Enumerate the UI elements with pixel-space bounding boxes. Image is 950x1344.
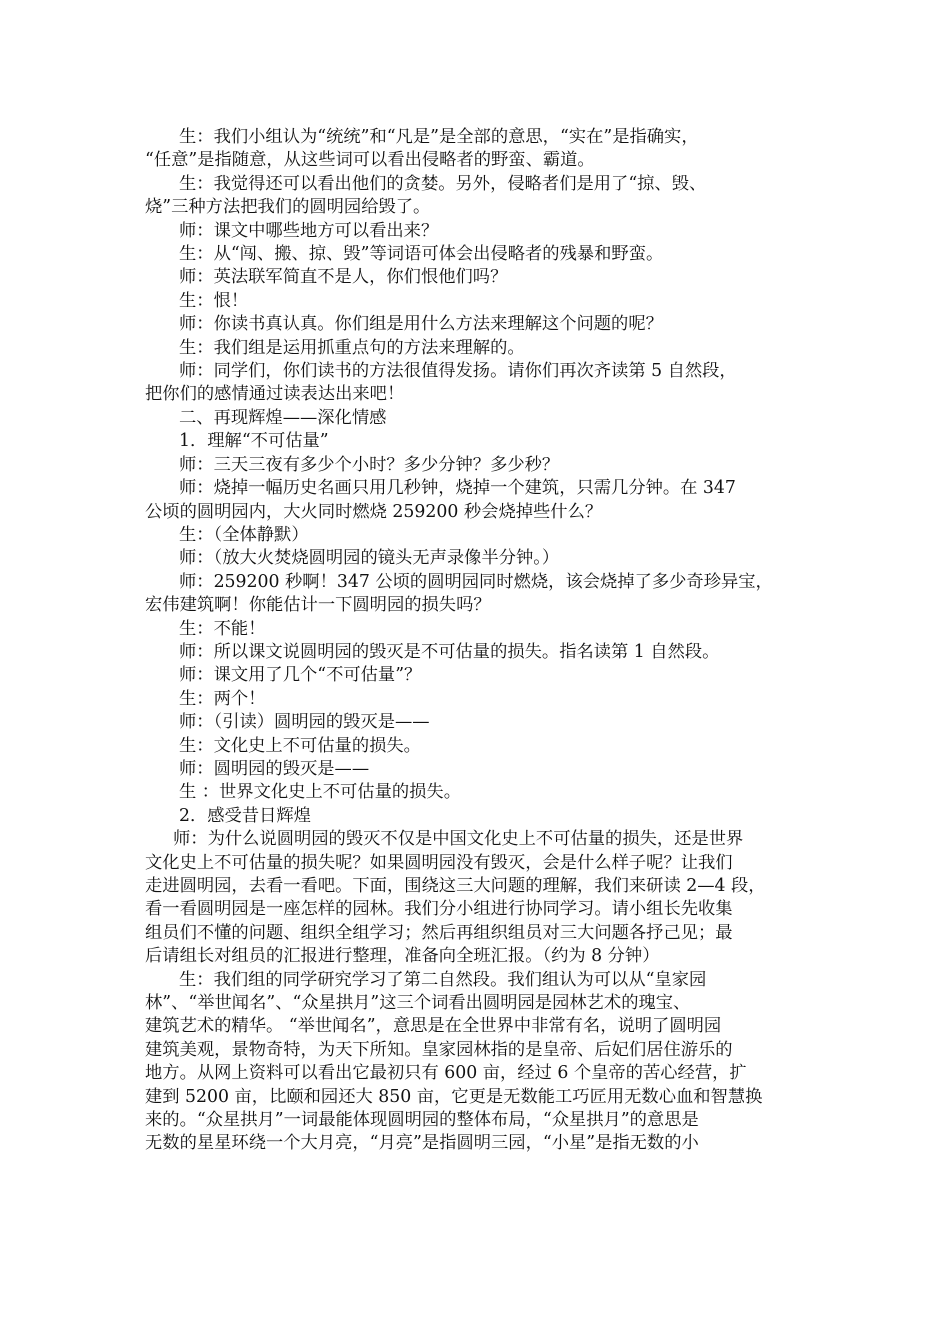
text-line: 生：我觉得还可以看出他们的贪婪。另外，侵略者们是用了“掠、毁、: [179, 173, 707, 194]
text-line: 生：文化史上不可估量的损失。: [179, 735, 421, 756]
text-line: 师：为什么说圆明园的毁灭不仅是中国文化史上不可估量的损失，还是世界: [173, 829, 744, 850]
text-line: 来的。“众星拱月”一词最能体现圆明园的整体布局，“众星拱月”的意思是: [145, 1110, 699, 1131]
text-line: 生：恨！: [179, 290, 249, 311]
text-line: 2．感受昔日辉煌: [179, 805, 311, 826]
text-line: 师：259200 秒啊！347 公顷的圆明园同时燃烧，该会烧掉了多少奇珍异宝，: [179, 571, 773, 592]
text-line: 生：不能！: [179, 618, 266, 639]
text-line: 把你们的感情通过读表达出来吧！: [145, 384, 405, 405]
text-line: 生：我们组的同学研究学习了第二自然段。我们组认为可以从“皇家园: [179, 969, 707, 990]
text-line: 生：我们小组认为“统统”和“凡是”是全部的意思，“实在”是指确实，: [179, 127, 699, 147]
text-line: 建筑美观，景物奇特，为天下所知。皇家园林指的是皇帝、后妃们居住游乐的: [145, 1039, 733, 1060]
text-line: 1．理解“不可估量”: [179, 431, 329, 452]
text-line: 烧”三种方法把我们的圆明园给毁了。: [145, 197, 431, 218]
text-line: 文化史上不可估量的损失呢？如果圆明园没有毁灭，会是什么样子呢？让我们: [145, 852, 733, 873]
text-line: 师：（放大火焚烧圆明园的镜头无声录像半分钟。）: [179, 548, 560, 569]
text-line: 生：（全体静默）: [179, 524, 309, 545]
text-line: 看一看圆明园是一座怎样的园林。我们分小组进行协同学习。请小组长先收集: [145, 899, 733, 920]
text-line: 生：从“闯、搬、掠、毁”等词语可体会出侵略者的残暴和野蛮。: [179, 244, 664, 265]
text-line: 宏伟建筑啊！你能估计一下圆明园的损失吗？: [145, 595, 491, 616]
text-line: 生：两个！: [179, 688, 266, 709]
text-line: 师：同学们，你们读书的方法很值得发扬。请你们再次齐读第 5 自然段，: [179, 361, 737, 382]
text-line: 走进圆明园，去看一看吧。下面，围绕这三大问题的理解，我们来研读 2—4 段，: [145, 876, 766, 896]
text-line: 组员们不懂的问题、组织全组学习；然后再组织组员对三大问题各抒己见；最: [145, 922, 733, 943]
document-body: [145, 126, 815, 1156]
text-line: 师：课文用了几个“不可估量”？: [179, 665, 422, 686]
text-line: 师：你读书真认真。你们组是用什么方法来理解这个问题的呢？: [179, 314, 663, 335]
text-line: 二、再现辉煌——深化情感: [179, 407, 387, 428]
text-line: 师：三天三夜有多少个小时？多少分钟？多少秒？: [179, 454, 560, 475]
text-line: 林”、“举世闻名”、“众星拱月”这三个词看出圆明园是园林艺术的瑰宝、: [145, 993, 691, 1014]
text-line: 师：圆明园的毁灭是——: [179, 758, 370, 779]
text-line: 公顷的圆明园内，大火同时燃烧 259200 秒会烧掉些什么？: [145, 501, 603, 522]
text-line: 师：烧掉一幅历史名画只用几秒钟，烧掉一个建筑，只需几分钟。在 347: [179, 478, 736, 499]
text-line: 后请组长对组员的汇报进行整理，准备向全班汇报。（约为 8 分钟）: [145, 946, 660, 967]
text-line: 地方。从网上资料可以看出它最初只有 600 亩，经过 6 个皇帝的苦心经营，扩: [145, 1063, 747, 1084]
text-line: “任意”是指随意，从这些词可以看出侵略者的野蛮、霸道。: [145, 150, 595, 171]
text-line: 师：课文中哪些地方可以看出来？: [179, 220, 439, 241]
text-line: 建筑艺术的精华。 “举世闻名”，意思是在全世界中非常有名，说明了圆明园: [145, 1016, 722, 1037]
text-line: 师：（引读）圆明园的毁灭是——: [179, 712, 430, 733]
text-line: 生：我们组是运用抓重点句的方法来理解的。: [179, 337, 525, 358]
text-line: 建到 5200 亩，比颐和园还大 850 亩，它更是无数能工巧匠用无数心血和智慧换: [145, 1086, 763, 1107]
text-line: 无数的星星环绕一个大月亮，“月亮”是指圆明三园，“小星”是指无数的小: [145, 1133, 699, 1154]
text-line: 生 ：世界文化史上不可估量的损失。: [179, 782, 461, 803]
text-line: 师：所以课文说圆明园的毁灭是不可估量的损失。指名读第 1 自然段。: [179, 641, 720, 662]
text-line: 师：英法联军简直不是人，你们恨他们吗？: [179, 267, 508, 288]
